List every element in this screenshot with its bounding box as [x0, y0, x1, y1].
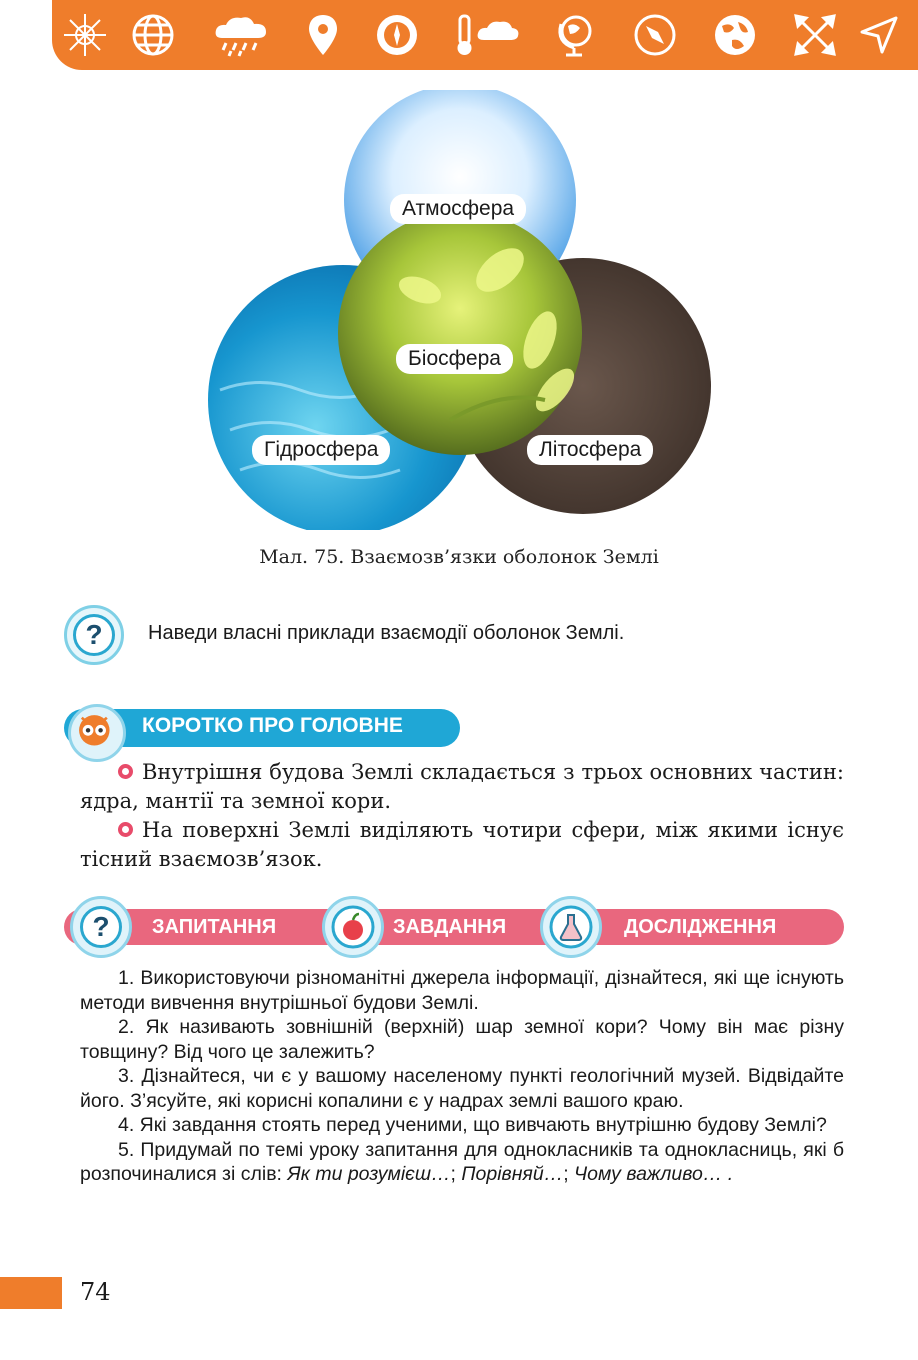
summary-title: КОРОТКО ПРО ГОЛОВНЕ — [142, 714, 403, 737]
question-icon — [70, 896, 132, 958]
wind-rose-icon — [62, 12, 108, 58]
rain-cloud-icon — [210, 12, 274, 58]
lithosphere-label: Літосфера — [527, 435, 653, 465]
bullet-icon — [118, 822, 133, 837]
figure-caption: Мал. 75. Взаємозв’язки оболонок Землі — [259, 546, 659, 568]
owl-icon — [68, 704, 126, 762]
summary-text — [80, 758, 844, 874]
globe-grid-icon — [130, 12, 176, 58]
arrows-cross-icon — [792, 12, 838, 58]
earth-spheres-figure — [200, 90, 720, 530]
question-mark: ? — [80, 906, 122, 948]
thermometer-cloud-icon — [454, 12, 524, 58]
task-item: 2. Як називають зовнішній (верхній) шар земної кори? Чому він має різну товщину? Від чого це залежить? — [80, 1016, 844, 1063]
summary-point: На поверхні Землі виділяють чотири сфери, між якими існує тісний взаємозв’язок. — [80, 818, 844, 871]
compass-needle-icon — [632, 12, 678, 58]
biosphere-label: Біосфера — [396, 344, 513, 374]
task-item: 4. Які завдання стоять перед ученими, що вивчають внутрішню будову Землі? — [118, 1114, 827, 1136]
navigation-arrow-icon — [856, 12, 902, 58]
task-item: 3. Дізнайтеся, чи є у вашому населеному пункті геологічний музей. Відвідайте його. З’ясуйте, які корисні копалини є у надрах землі вашого краю. — [80, 1065, 844, 1112]
task-item: 1. Використовуючи різноманітні джерела інформації, дізнайтеся, які ще існують методи вивчення внутрішньої будови Землі. — [80, 967, 844, 1014]
label-research: ДОСЛІДЖЕННЯ — [624, 916, 777, 938]
page-number: 74 — [80, 1278, 111, 1306]
earth-icon — [712, 12, 758, 58]
globe-stand-icon — [552, 12, 598, 58]
atmosphere-label: Атмосфера — [390, 194, 526, 224]
compass-disc-icon — [374, 12, 420, 58]
hydrosphere-label: Гідросфера — [252, 435, 390, 465]
page-tab — [0, 1277, 62, 1309]
flask-icon — [540, 896, 602, 958]
summary-point: Внутрішня будова Землі складається з трьох основних частин: ядра, мантії та земної кори. — [80, 760, 844, 813]
apple-icon — [322, 896, 384, 958]
label-tasks: ЗАВДАННЯ — [393, 916, 507, 938]
map-pin-icon — [300, 12, 346, 58]
bullet-icon — [118, 764, 133, 779]
task-item: 5. Придумай по темі уроку запитання для однокласників та однокласниць, які б розпочиналися зі слів: Як ти розумієш…; Порівняй…; Чому важливо… . — [80, 1138, 844, 1185]
tasks-list — [80, 966, 844, 1187]
question-mark: ? — [73, 614, 115, 656]
question-text: Наведи власні приклади взаємодії оболонок Землі. — [148, 622, 625, 644]
question-icon — [64, 605, 124, 665]
label-questions: ЗАПИТАННЯ — [152, 916, 277, 938]
